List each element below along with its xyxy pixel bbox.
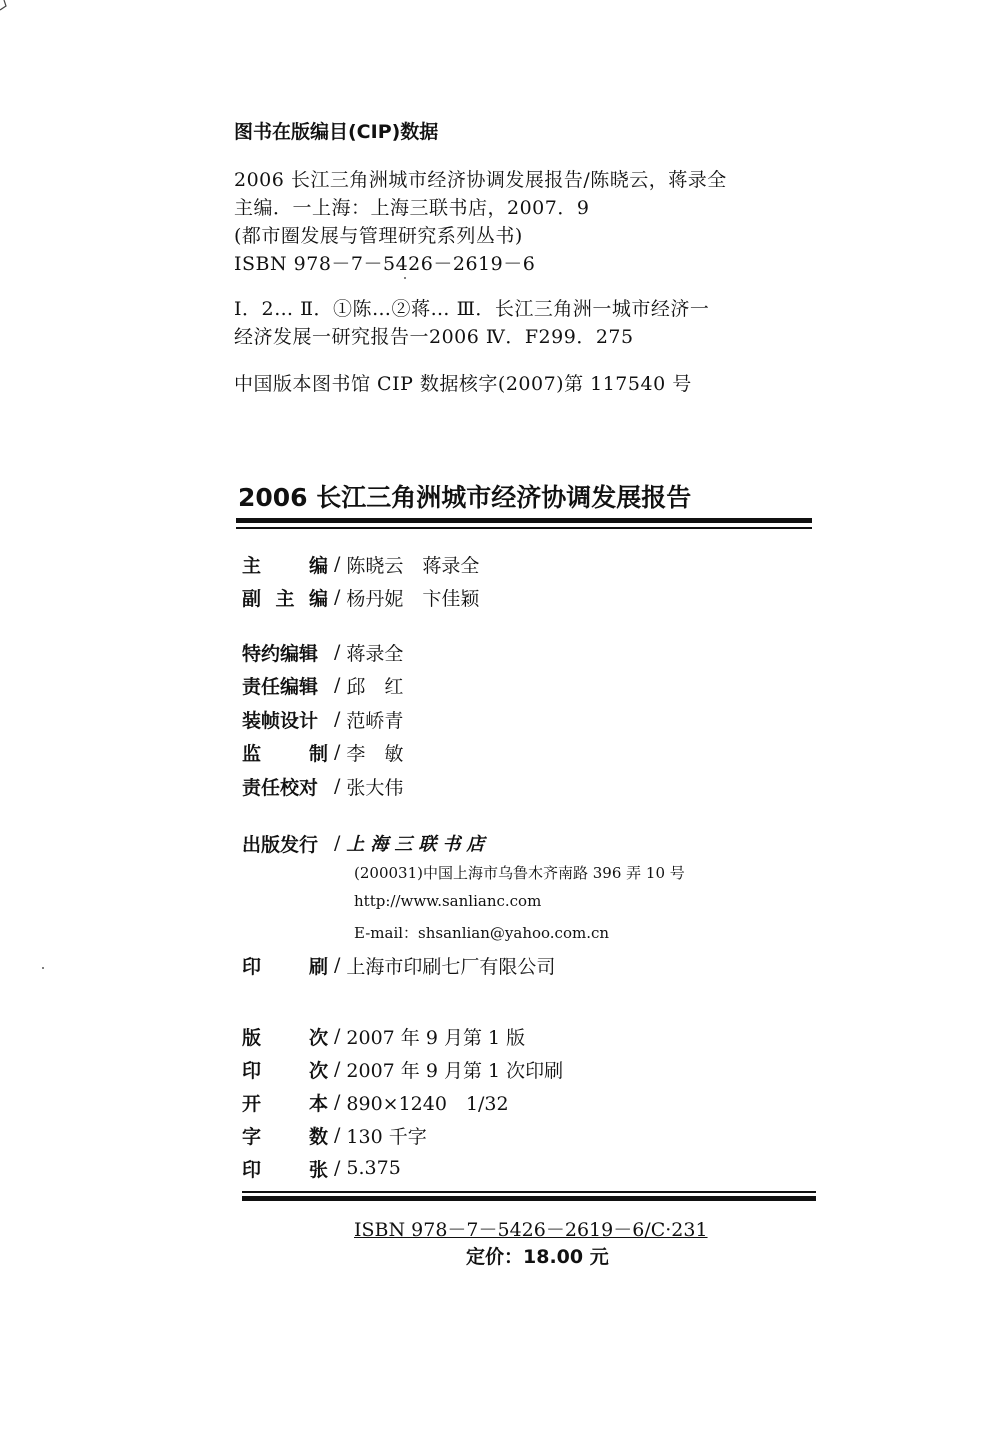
spec-row bbox=[242, 1120, 427, 1150]
footer-rule-thin bbox=[242, 1191, 816, 1193]
credit-value: 130 千字 bbox=[346, 1125, 427, 1148]
editor-row bbox=[242, 549, 479, 579]
cip-heading: 图书在版编目(CIP)数据 bbox=[234, 121, 439, 143]
credit-value: 2007 年 9 月第 1 次印刷 bbox=[346, 1059, 564, 1082]
credit-label bbox=[242, 639, 328, 666]
credit-label-part: 刷 bbox=[308, 955, 328, 978]
credit-label-part: 印 bbox=[242, 955, 262, 978]
cip-classification: Ⅰ．2… Ⅱ．①陈…②蒋… Ⅲ．长江三角洲一城市经济一 bbox=[234, 298, 710, 320]
isbn-number: ISBN 978－7－5426－2619－6/C·231 bbox=[354, 1219, 708, 1241]
credit-value: 杨丹妮 卞佳颖 bbox=[346, 587, 480, 610]
credit-label-part: 编 bbox=[308, 587, 328, 610]
credit-label-part: 版 bbox=[242, 1026, 262, 1049]
credit-label bbox=[242, 1122, 328, 1149]
title-rule-thick bbox=[236, 518, 812, 523]
credit-value: 张大伟 bbox=[346, 776, 404, 799]
credit-separator: / bbox=[334, 674, 341, 696]
credit-label-part: 主 bbox=[242, 554, 262, 577]
credit-value: 蒋录全 bbox=[346, 642, 404, 665]
credit-separator: / bbox=[334, 1058, 341, 1080]
credit-value: 陈晓云 蒋录全 bbox=[346, 554, 480, 577]
cip-isbn: ISBN 978－7－5426－2619－6 bbox=[234, 253, 536, 275]
credit-label-part: 字 bbox=[242, 1125, 262, 1148]
cip-verification: 中国版本图书馆 CIP 数据核字(2007)第 117540 号 bbox=[234, 373, 692, 395]
scan-corner-mark bbox=[0, 0, 14, 14]
credit-separator: / bbox=[334, 954, 341, 976]
credit-separator: / bbox=[334, 586, 341, 608]
credit-label bbox=[242, 706, 328, 733]
spec-row bbox=[242, 1054, 563, 1084]
credit-separator: / bbox=[334, 708, 341, 730]
price: 定价：18.00 元 bbox=[466, 1246, 609, 1268]
scan-speck bbox=[42, 967, 44, 969]
title-rule-thin bbox=[236, 527, 812, 529]
credit-label bbox=[242, 1089, 328, 1116]
credit-label-part: 本 bbox=[308, 1092, 328, 1115]
credit-separator: / bbox=[334, 1124, 341, 1146]
credit-separator: / bbox=[334, 775, 341, 797]
publisher-website: http://www.sanlianc.com bbox=[354, 892, 542, 910]
credit-label-part: 编 bbox=[308, 554, 328, 577]
book-title: 2006 长江三角洲城市经济协调发展报告 bbox=[238, 483, 692, 512]
publisher-email: E-mail：shsanlian@yahoo.com.cn bbox=[354, 924, 610, 942]
staff-row bbox=[242, 637, 403, 667]
cip-line: 2006 长江三角洲城市经济协调发展报告/陈晓云，蒋录全 bbox=[234, 169, 727, 191]
credit-label bbox=[242, 672, 328, 699]
cip-line: (都市圈发展与管理研究系列丛书) bbox=[234, 225, 523, 247]
credit-label bbox=[242, 1056, 328, 1083]
credit-label-part: 印 bbox=[242, 1059, 262, 1082]
credit-label-part: 制 bbox=[308, 742, 328, 765]
credit-label bbox=[242, 830, 328, 857]
credit-separator: / bbox=[334, 641, 341, 663]
credit-label-part: 印 bbox=[242, 1158, 262, 1181]
spec-row bbox=[242, 1153, 401, 1183]
credit-label-part: 装帧设计 bbox=[242, 709, 319, 732]
cip-line: 主编．一上海：上海三联书店，2007．9 bbox=[234, 197, 590, 219]
credit-separator: / bbox=[334, 1025, 341, 1047]
credit-separator: / bbox=[334, 1091, 341, 1113]
credit-value: 上海市印刷七厂有限公司 bbox=[346, 955, 556, 978]
staff-row bbox=[242, 704, 403, 734]
credit-label-part: 责任编辑 bbox=[242, 675, 319, 698]
credit-label-part: 特约编辑 bbox=[242, 642, 319, 665]
publisher-address: (200031)中国上海市乌鲁木齐南路 396 弄 10 号 bbox=[354, 864, 685, 882]
credit-label-part: 副 bbox=[242, 587, 262, 610]
credit-label-part: 责任校对 bbox=[242, 776, 319, 799]
credit-label bbox=[242, 1023, 328, 1050]
credit-label-part: 张 bbox=[308, 1158, 328, 1181]
credit-label-part: 监 bbox=[242, 742, 262, 765]
credit-value: 2007 年 9 月第 1 版 bbox=[346, 1026, 526, 1049]
staff-row bbox=[242, 771, 403, 801]
credit-separator: / bbox=[334, 1157, 341, 1179]
credit-label-part: 数 bbox=[308, 1125, 328, 1148]
editor-row bbox=[242, 582, 479, 612]
scan-speck bbox=[404, 277, 406, 279]
credit-label-part: 出版发行 bbox=[242, 833, 319, 856]
credit-label bbox=[242, 739, 328, 766]
credit-label bbox=[242, 773, 328, 800]
credit-label-part: 次 bbox=[308, 1026, 328, 1049]
spec-row bbox=[242, 1087, 509, 1117]
credit-label bbox=[242, 1155, 328, 1182]
footer-rule-thick bbox=[242, 1196, 816, 1201]
credit-value: 5.375 bbox=[346, 1157, 401, 1179]
publisher-row bbox=[242, 828, 490, 858]
credit-value: 邱 红 bbox=[346, 675, 404, 698]
credit-value: 范峤青 bbox=[346, 709, 404, 732]
staff-row bbox=[242, 670, 403, 700]
credit-label-part: 次 bbox=[308, 1059, 328, 1082]
credit-label bbox=[242, 551, 328, 578]
credit-label bbox=[242, 584, 328, 611]
credit-separator: / bbox=[334, 741, 341, 763]
credit-label-part: 主 bbox=[275, 587, 295, 610]
credit-value: 李 敏 bbox=[346, 742, 404, 765]
credit-separator: / bbox=[334, 832, 341, 854]
printer-row bbox=[242, 950, 555, 980]
spec-row bbox=[242, 1021, 525, 1051]
publisher-signature: 上海三联书店 bbox=[346, 834, 491, 855]
credit-label bbox=[242, 952, 328, 979]
credit-value: 890×1240 1/32 bbox=[346, 1092, 509, 1115]
staff-row bbox=[242, 737, 403, 767]
credit-separator: / bbox=[334, 553, 341, 575]
cip-classification: 经济发展一研究报告一2006 Ⅳ．F299．275 bbox=[234, 326, 634, 348]
credit-label-part: 开 bbox=[242, 1092, 262, 1115]
